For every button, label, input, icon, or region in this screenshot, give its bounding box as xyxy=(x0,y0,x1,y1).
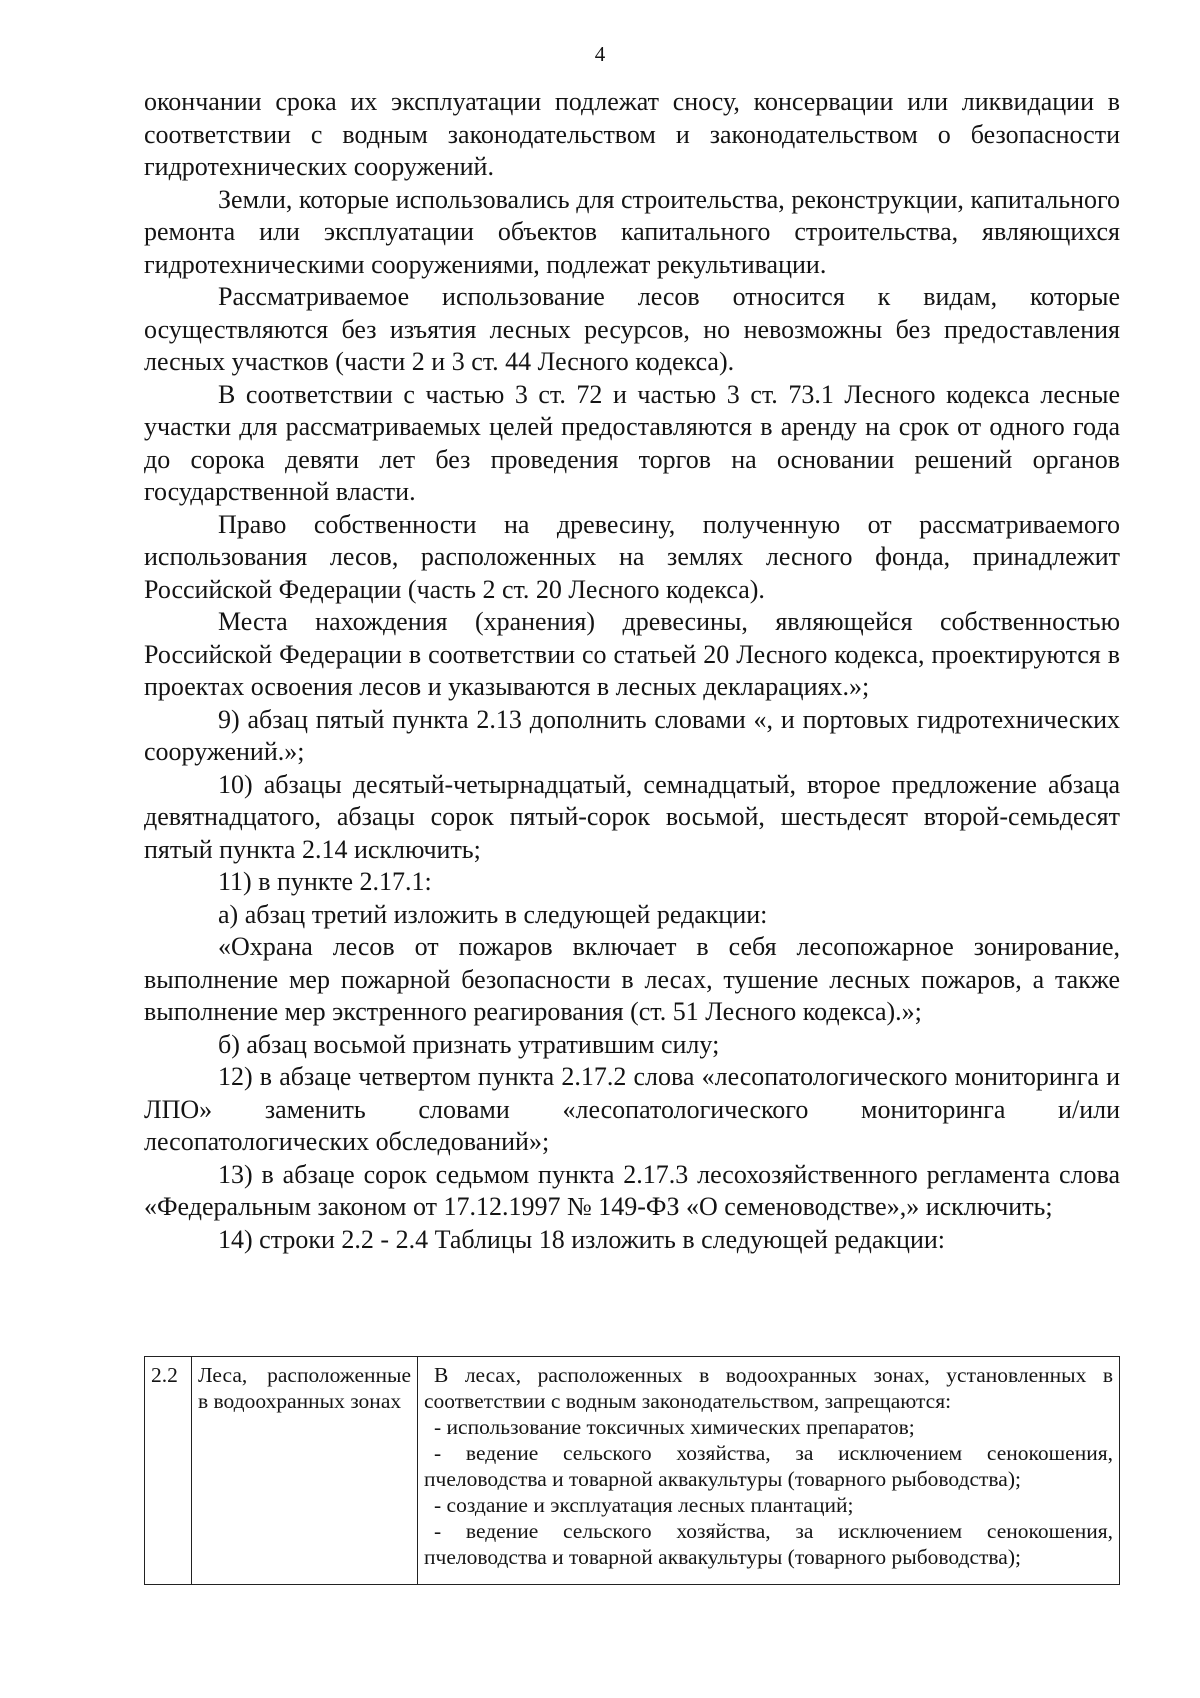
content-line: - ведение сельского хозяйства, за исключением сенокошения, пчеловодства и товарной аквакультуры (товарного рыбоводства); xyxy=(424,1519,1113,1569)
regulation-table xyxy=(144,1356,1120,1585)
row-content-cell xyxy=(418,1357,1120,1585)
amendment-item: 11) в пункте 2.17.1: xyxy=(218,867,432,896)
row-number-cell: 2.2 xyxy=(145,1357,192,1585)
content-line: В лесах, расположенных в водоохранных зонах, установленных в соответствии с водным законодательством, запрещаются: xyxy=(424,1363,1113,1413)
paragraph: Места нахождения (хранения) древесины, являющейся собственностью Российской Федерации в соответствии со статьей 20 Лесного кодекса, проектируются в проектах освоения лесов и указываются в лесных декларациях.»; xyxy=(144,607,1120,701)
content-line: - использование токсичных химических препаратов; xyxy=(434,1415,915,1439)
content-line: - создание и эксплуатация лесных плантаций; xyxy=(434,1493,854,1517)
amendment-subitem: б) абзац восьмой признать утратившим силу; xyxy=(218,1029,720,1059)
table-row xyxy=(145,1357,1120,1585)
amendment-item: 10) абзацы десятый-четырнадцатый, семнадцатый, второе предложение абзаца девятнадцатого, абзацы сорок пятый-сорок восьмой, шестьдесят второй-семьдесят пятый пункта 2.14 исключить; xyxy=(144,769,1120,864)
content-line: - ведение сельского хозяйства, за исключением сенокошения, пчеловодства и товарной аквакультуры (товарного рыбоводства); xyxy=(424,1441,1113,1491)
amendment-item: 14) строки 2.2 - 2.4 Таблицы 18 изложить в следующей редакции: xyxy=(218,1224,945,1254)
amendment-item: 12) в абзаце четвертом пункта 2.17.2 слова «лесопатологического мониторинга и ЛПО» заменить словами «лесопатологического мониторинга и/или лесопатологических обследований»; xyxy=(144,1062,1120,1156)
quoted-paragraph: «Охрана лесов от пожаров включает в себя лесопожарное зонирование, выполнение мер пожарной безопасности в лесах, тушение лесных пожаров, а также выполнение мер экстренного реагирования (ст. 51 Лесного кодекса).»; xyxy=(144,932,1120,1026)
amendment-subitem: а) абзац третий изложить в следующей редакции: xyxy=(218,899,768,929)
paragraph: Земли, которые использовались для строительства, реконструкции, капитального ремонта или эксплуатации объектов капитального строительства, являющихся гидротехническими сооружениями, подлежат рекультивации. xyxy=(144,184,1120,279)
paragraph: Право собственности на древесину, полученную от рассматриваемого использования лесов, расположенных на землях лесного фонда, принадлежит Российской Федерации (часть 2 ст. 20 Лесного кодекса). xyxy=(144,509,1120,604)
document-body xyxy=(144,86,1120,1256)
paragraph: В соответствии с частью 3 ст. 72 и частью 3 ст. 73.1 Лесного кодекса лесные участки для рассматриваемых целей предоставляются в аренду на срок от одного года до сорока девяти лет без проведения торгов на основании решений органов государственной власти. xyxy=(144,379,1120,506)
amendment-item: 13) в абзаце сорок седьмом пункта 2.17.3 лесохозяйственного регламента слова «Федеральным законом от 17.12.1997 № 149-ФЗ «О семеноводстве»,» исключить; xyxy=(144,1159,1120,1221)
page-number: 4 xyxy=(594,42,606,66)
row-name-cell: Леса, расположенные в водоохранных зонах xyxy=(192,1357,418,1585)
paragraph: Рассматриваемое использование лесов относится к видам, которые осуществляются без изъятия лесных ресурсов, но невозможны без предоставления лесных участков (части 2 и 3 ст. 44 Лесного кодекса). xyxy=(144,282,1120,376)
amendment-item: 9) абзац пятый пункта 2.13 дополнить словами «, и портовых гидротехнических сооружений.»; xyxy=(144,704,1120,766)
table-18-excerpt xyxy=(144,1356,1120,1585)
paragraph: окончании срока их эксплуатации подлежат сносу, консервации или ликвидации в соответствии с водным законодательством и законодательством о безопасности гидротехнических сооружений. xyxy=(144,87,1120,181)
